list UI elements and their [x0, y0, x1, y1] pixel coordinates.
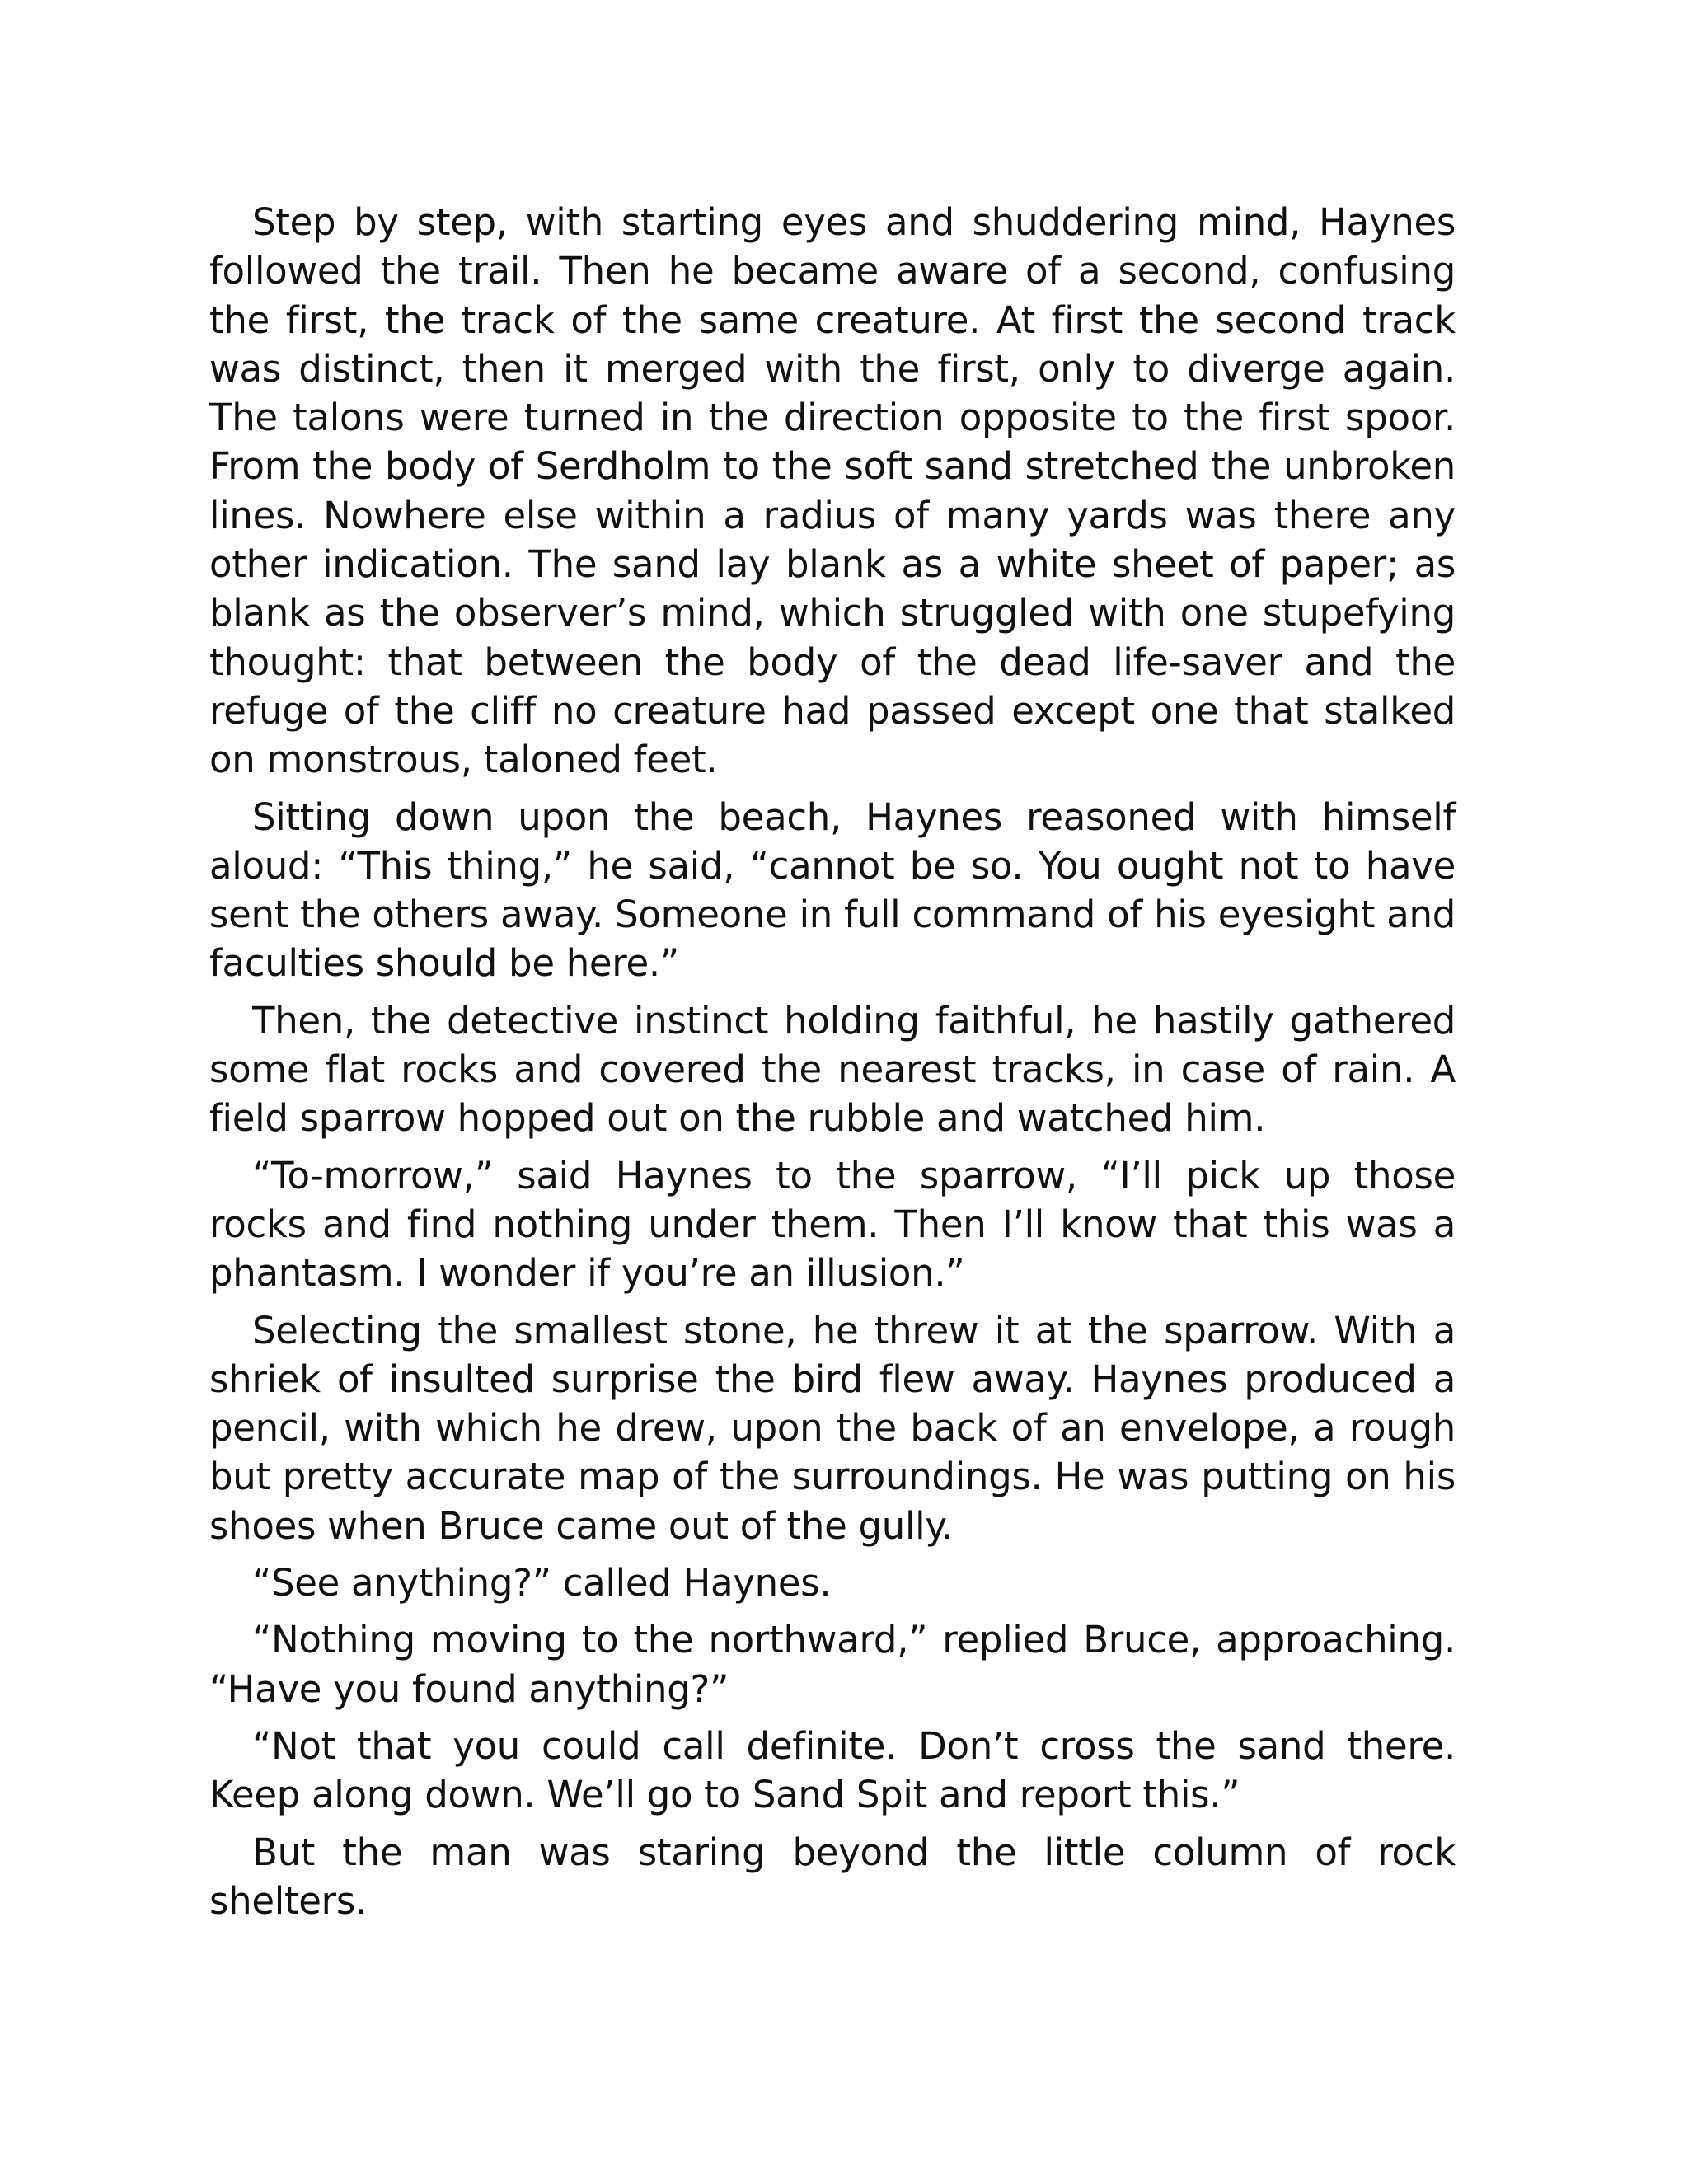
paragraph-6: “See anything?” called Haynes.	[252, 1561, 832, 1605]
paragraph-2: Sitting down upon the beach, Haynes reasoned with himself aloud: “This thing,” he said, “cannot be so. You ought not to have sent the others away. Someone in full command of his eyesight and faculties should be here.”	[209, 794, 1456, 986]
paragraph-8: “Not that you could call definite. Don’t cross the sand there. Keep along down. We’ll go to Sand Spit and report this.”	[209, 1723, 1456, 1817]
paragraph-9: But the man was staring beyond the little column of rock shelters.	[209, 1830, 1456, 1923]
paragraph-7: “Nothing moving to the northward,” replied Bruce, approaching. “Have you found anything?”	[209, 1618, 1456, 1711]
body-text	[209, 198, 1456, 1933]
paragraph-1: Step by step, with starting eyes and shuddering mind, Haynes followed the trail. Then he became aware of a second, confusing the first, the track of the same creature. At first the second track was distinct, then it merged with the first, only to diverge again. The talons were turned in the direction opposite to the first spoor. From the body of Serdholm to the soft sand stretched the unbroken lines. Nowhere else within a radius of many yards was there any other indication. The sand lay blank as a white sheet of paper; as blank as the observer’s mind, which struggled with one stupefying thought: that between the body of the dead life-saver and the refuge of the cliff no creature had passed except one that stalked on monstrous, taloned feet.	[209, 200, 1456, 782]
paragraph-4: “To-morrow,” said Haynes to the sparrow, “I’ll pick up those rocks and find nothing under them. Then I’ll know that this was a phantasm. I wonder if you’re an illusion.”	[209, 1153, 1456, 1296]
paragraph-5: Selecting the smallest stone, he threw it at the sparrow. With a shriek of insulted surprise the bird flew away. Haynes produced a pencil, with which he drew, upon the back of an envelope, a rough but pretty accurate map of the surroundings. He was putting on his shoes when Bruce came out of the gully.	[209, 1308, 1456, 1548]
paragraph-3: Then, the detective instinct holding faithful, he hastily gathered some flat rocks and covered the nearest tracks, in case of rain. A field sparrow hopped out on the rubble and watched him.	[209, 998, 1456, 1141]
